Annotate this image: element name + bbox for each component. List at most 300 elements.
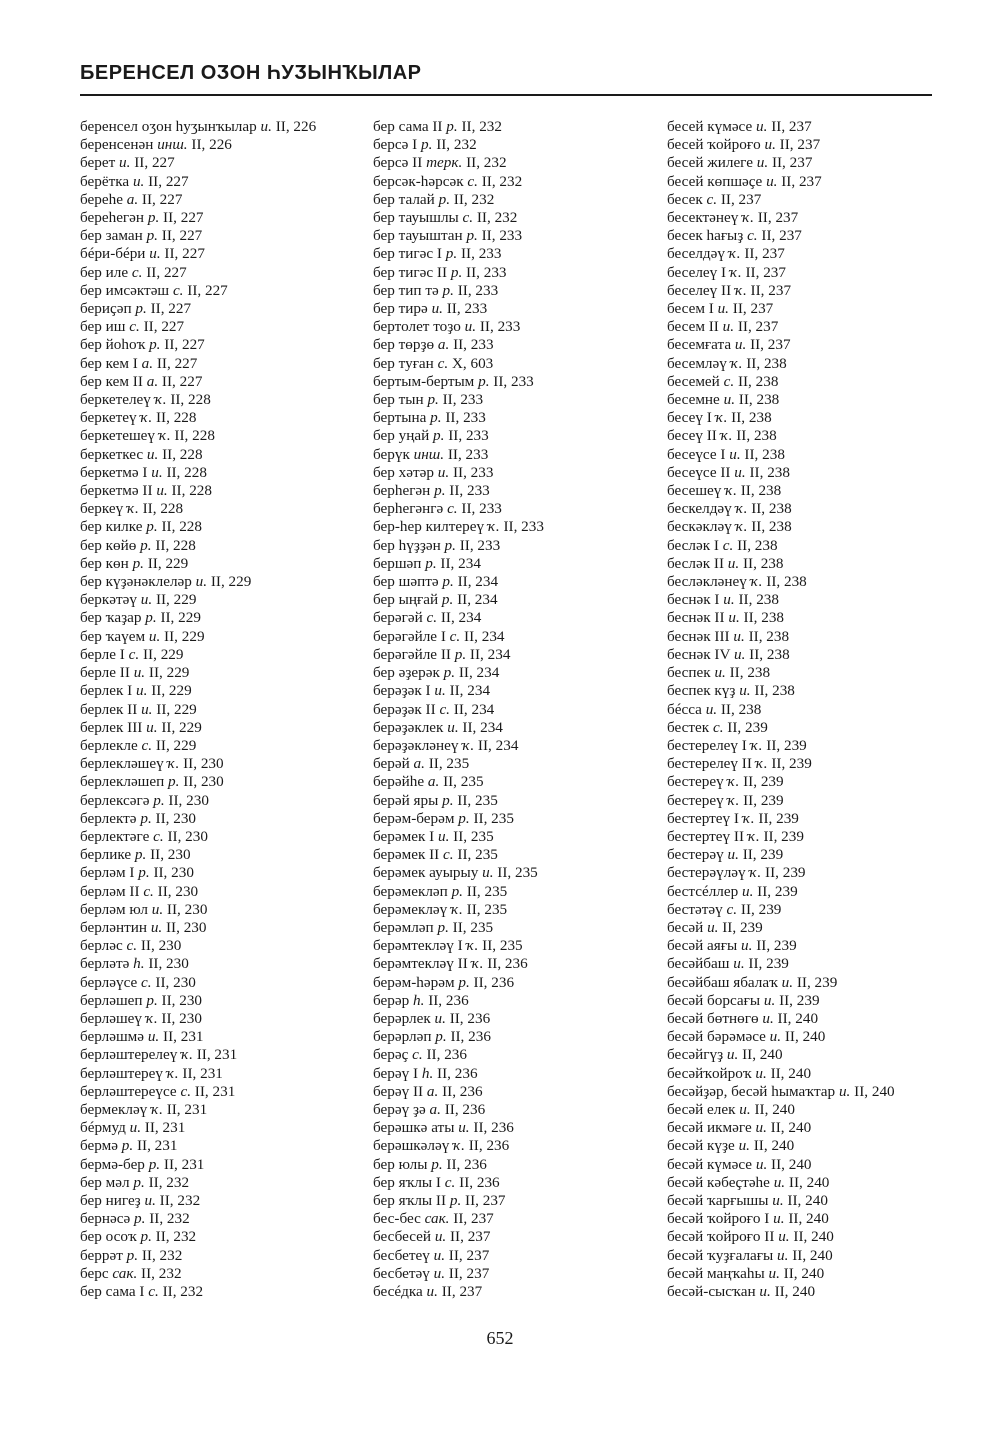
index-pos-label: с. xyxy=(467,172,478,190)
index-reference: X, 603 xyxy=(451,354,494,372)
index-entry xyxy=(667,1247,957,1265)
index-term: бесәйбаш xyxy=(667,955,730,973)
index-entry xyxy=(373,555,663,573)
index-entry xyxy=(373,191,663,209)
index-pos-label: и. xyxy=(156,482,168,500)
index-term: берсәк-һәрсәк xyxy=(373,172,464,190)
index-column-2 xyxy=(373,118,663,1301)
index-term: бéри-бéри xyxy=(80,245,146,263)
index-pos-label: и. xyxy=(723,591,735,609)
index-term: бер кем I xyxy=(80,354,138,372)
index-entry xyxy=(373,245,663,263)
index-pos-label: и. xyxy=(195,573,208,591)
index-reference: II, 240 xyxy=(788,1210,829,1228)
index-pos-label: ҡ. xyxy=(127,500,139,518)
index-reference: II, 229 xyxy=(155,736,197,754)
index-entry xyxy=(667,555,957,573)
index-term: бесәй аяғы xyxy=(667,937,738,955)
index-pos-label: р. xyxy=(433,427,445,445)
index-term: бестек xyxy=(667,718,710,736)
index-entry xyxy=(667,282,957,300)
index-pos-label: ҡ. xyxy=(471,955,484,973)
index-pos-label: и. xyxy=(741,882,754,900)
index-pos-label: и. xyxy=(781,973,794,991)
index-pos-label: и. xyxy=(729,445,741,463)
index-entry xyxy=(373,537,663,555)
index-pos-label: и. xyxy=(136,682,148,700)
index-term: бер һүҙҙән xyxy=(373,536,441,554)
index-reference: II, 230 xyxy=(153,864,194,882)
index-term: берәм-һәрәм xyxy=(373,973,455,991)
index-entry xyxy=(667,264,957,282)
index-pos-label: с. xyxy=(128,645,140,663)
index-pos-label: и. xyxy=(151,463,163,481)
index-entry xyxy=(667,1192,957,1210)
index-reference: II, 227 xyxy=(141,190,183,208)
index-term: берет xyxy=(80,154,116,172)
index-term: бер көн xyxy=(80,554,129,572)
index-reference: II, 236 xyxy=(468,1137,510,1155)
index-term: бер тын xyxy=(373,391,424,409)
index-reference: II, 240 xyxy=(742,1046,783,1064)
index-term: берәмләп xyxy=(373,918,434,936)
index-reference: II, 230 xyxy=(167,827,208,845)
index-reference: II, 229 xyxy=(147,554,189,572)
index-entry xyxy=(373,646,663,664)
index-entry xyxy=(80,500,370,518)
index-entry xyxy=(667,300,957,318)
index-term: берәй яры xyxy=(373,791,439,809)
index-reference: II, 228 xyxy=(174,427,215,445)
index-pos-label: и. xyxy=(734,336,747,354)
index-pos-label: и. xyxy=(738,1137,750,1155)
index-reference: II, 239 xyxy=(796,973,838,991)
index-term: берәмекләп xyxy=(373,882,448,900)
index-term: бер яҡлы I xyxy=(373,1173,441,1191)
index-reference: II, 230 xyxy=(148,955,189,973)
index-reference: II, 238 xyxy=(740,482,782,500)
index-pos-label: и. xyxy=(433,1264,445,1282)
index-reference: II, 238 xyxy=(746,354,787,372)
index-term: беркетешеү xyxy=(80,427,156,445)
index-entry xyxy=(667,719,957,737)
index-pos-label: сак. xyxy=(424,1210,450,1228)
index-term: бер сама II xyxy=(373,118,443,135)
index-entry xyxy=(667,755,957,773)
index-entry xyxy=(80,427,370,445)
index-entry xyxy=(373,737,663,755)
index-term: бес-бес xyxy=(373,1210,421,1228)
index-term: бесәй-сысҡан xyxy=(667,1283,756,1300)
index-reference: II, 234 xyxy=(462,718,503,736)
index-entry xyxy=(80,955,370,973)
index-pos-label: и. xyxy=(764,136,776,154)
index-entry xyxy=(373,173,663,191)
index-entry xyxy=(667,1174,957,1192)
index-entry xyxy=(667,955,957,973)
index-term: беселеү I xyxy=(667,263,727,281)
index-reference: II, 238 xyxy=(744,445,785,463)
index-term: берсә I xyxy=(373,136,418,154)
index-term: бесеү I xyxy=(667,409,712,427)
index-reference: II, 239 xyxy=(765,864,806,882)
index-entry xyxy=(667,1046,957,1064)
index-entry xyxy=(80,1119,370,1137)
index-pos-label: и. xyxy=(146,718,158,736)
index-entry xyxy=(373,355,663,373)
index-term: бесәй күҙе xyxy=(667,1137,735,1155)
index-reference: II, 238 xyxy=(766,573,807,591)
index-reference: II, 229 xyxy=(156,700,197,718)
index-reference: II, 233 xyxy=(442,391,484,409)
index-reference: II, 230 xyxy=(157,882,199,900)
index-term: бер ыңғай xyxy=(373,591,439,609)
index-term: бесеүсе II xyxy=(667,463,731,481)
index-pos-label: и. xyxy=(431,300,443,318)
index-reference: II, 237 xyxy=(737,318,779,336)
index-term: бестертеү I xyxy=(667,809,739,827)
index-pos-label: с. xyxy=(126,937,138,955)
index-entry xyxy=(373,573,663,591)
index-pos-label: ҡ. xyxy=(729,263,742,281)
index-pos-label: с. xyxy=(141,736,153,754)
index-term: бестерелеү I xyxy=(667,736,747,754)
index-pos-label: р. xyxy=(458,809,470,827)
index-pos-label: р. xyxy=(451,882,463,900)
index-entry xyxy=(373,919,663,937)
index-entry xyxy=(373,701,663,719)
index-entry xyxy=(373,391,663,409)
index-term: берәҙәк I xyxy=(373,682,431,700)
index-entry xyxy=(80,992,370,1010)
index-entry xyxy=(80,118,370,136)
index-pos-label: р. xyxy=(449,1191,462,1209)
index-entry xyxy=(667,682,957,700)
index-entry xyxy=(373,1265,663,1283)
index-pos-label: р. xyxy=(435,1028,447,1046)
index-pos-label: с. xyxy=(439,700,450,718)
index-reference: II, 230 xyxy=(168,791,209,809)
index-pos-label: ҡ. xyxy=(167,755,180,773)
index-term: бер көйө xyxy=(80,536,137,554)
index-entry xyxy=(80,682,370,700)
index-reference: II, 233 xyxy=(457,281,499,299)
index-reference: II, 232 xyxy=(481,172,523,190)
index-term: бесемей xyxy=(667,372,720,390)
index-reference: II, 232 xyxy=(461,118,502,135)
index-term: берәмтекләү II xyxy=(373,955,468,973)
index-entry xyxy=(667,227,957,245)
index-pos-label: ҡ. xyxy=(750,736,763,754)
index-term: бесеүсе I xyxy=(667,445,726,463)
index-reference: II, 237 xyxy=(450,1228,491,1246)
index-pos-label: р. xyxy=(425,554,437,572)
index-pos-label: и. xyxy=(763,991,776,1009)
index-term: берәмек I xyxy=(373,827,435,845)
index-entry xyxy=(373,591,663,609)
index-term: берәмтекләү I xyxy=(373,937,463,955)
index-term: бесәй бөтнөгө xyxy=(667,1009,759,1027)
index-pos-label: р. xyxy=(146,991,158,1009)
index-reference: II, 235 xyxy=(452,918,494,936)
index-pos-label: р. xyxy=(134,846,147,864)
index-entry xyxy=(373,955,663,973)
index-pos-label: и. xyxy=(722,318,735,336)
index-reference: II, 240 xyxy=(787,1191,828,1209)
index-pos-label: с. xyxy=(426,609,438,627)
index-entry xyxy=(80,628,370,646)
index-term: берәү II xyxy=(373,1082,424,1100)
index-term: беспек күҙ xyxy=(667,682,736,700)
index-pos-label: р. xyxy=(126,1246,139,1264)
index-term: бериҫәп xyxy=(80,300,132,318)
index-pos-label: и. xyxy=(755,1155,768,1173)
index-pos-label: р. xyxy=(121,1137,134,1155)
index-entry xyxy=(667,974,957,992)
index-reference: II, 226 xyxy=(191,136,232,154)
index-entry xyxy=(373,828,663,846)
index-term: беркетмә I xyxy=(80,463,148,481)
index-pos-label: а. xyxy=(413,755,425,773)
page-number: 652 xyxy=(486,1328,514,1348)
index-entry xyxy=(667,609,957,627)
index-reference: II, 238 xyxy=(737,536,778,554)
index-reference: II, 235 xyxy=(443,773,484,791)
index-pos-label: и. xyxy=(133,664,146,682)
index-reference: II, 233 xyxy=(449,482,490,500)
index-entry xyxy=(667,318,957,336)
index-reference: II, 230 xyxy=(166,918,207,936)
index-entry xyxy=(667,245,957,263)
index-entry xyxy=(667,500,957,518)
index-term: бéрмуд xyxy=(80,1119,126,1137)
index-reference: II, 239 xyxy=(743,773,784,791)
index-reference: II, 237 xyxy=(453,1210,494,1228)
index-term: берәм-берәм xyxy=(373,809,455,827)
index-term: бесләкләнеү xyxy=(667,573,747,591)
index-reference: II, 232 xyxy=(141,1246,183,1264)
index-term: бесей күмәсе xyxy=(667,118,753,135)
index-term: берләштереүсе xyxy=(80,1082,177,1100)
index-pos-label: р. xyxy=(445,245,458,263)
index-pos-label: и. xyxy=(464,318,477,336)
index-reference: II, 236 xyxy=(459,1173,500,1191)
index-reference: II, 237 xyxy=(744,245,785,263)
index-term: бесәй бәрәмәсе xyxy=(667,1028,766,1046)
index-entry xyxy=(667,1083,957,1101)
index-term: бесемне xyxy=(667,391,720,409)
index-entry xyxy=(373,409,663,427)
index-entry xyxy=(667,864,957,882)
index-pos-label: ҡ. xyxy=(727,773,740,791)
index-pos-label: сак. xyxy=(112,1264,138,1282)
index-term: берсә II xyxy=(373,154,423,172)
index-term: берәҙәкләнеү xyxy=(373,736,459,754)
index-term: берләшеү xyxy=(80,1009,143,1027)
index-pos-label: и. xyxy=(150,918,163,936)
index-pos-label: р. xyxy=(450,263,463,281)
index-term: бер килке xyxy=(80,518,143,536)
index-reference: II, 229 xyxy=(148,664,190,682)
index-entry xyxy=(667,883,957,901)
index-pos-label: с. xyxy=(449,627,461,645)
index-entry xyxy=(80,154,370,172)
index-reference: II, 227 xyxy=(143,318,185,336)
index-reference: II, 235 xyxy=(466,900,508,918)
index-entry xyxy=(667,1210,957,1228)
index-pos-label: ҡ. xyxy=(750,573,763,591)
index-reference: II, 240 xyxy=(793,1228,834,1246)
index-pos-label: р. xyxy=(148,1155,161,1173)
index-pos-label: р. xyxy=(444,536,456,554)
index-term: берләтә xyxy=(80,955,130,973)
index-term: берәгәй xyxy=(373,609,423,627)
index-reference: II, 238 xyxy=(729,664,771,682)
index-entry xyxy=(80,336,370,354)
index-entry xyxy=(667,919,957,937)
index-reference: II, 236 xyxy=(446,1155,487,1173)
index-term: бесәй ҡойроғо II xyxy=(667,1228,775,1246)
index-reference: II, 236 xyxy=(450,1028,491,1046)
index-reference: II, 230 xyxy=(150,846,191,864)
index-entry xyxy=(373,846,663,864)
index-entry xyxy=(373,628,663,646)
index-entry xyxy=(373,883,663,901)
index-reference: II, 238 xyxy=(736,427,777,445)
index-reference: II, 233 xyxy=(479,318,521,336)
index-reference: II, 238 xyxy=(731,409,772,427)
index-entry xyxy=(667,464,957,482)
index-term: бер тауыштан xyxy=(373,227,463,245)
index-entry xyxy=(373,1210,663,1228)
index-entry xyxy=(80,755,370,773)
index-reference: II, 237 xyxy=(750,336,791,354)
index-entry xyxy=(667,1101,957,1119)
index-entry xyxy=(80,1174,370,1192)
index-reference: II, 239 xyxy=(722,918,763,936)
index-reference: II, 240 xyxy=(788,1173,830,1191)
index-reference: II, 228 xyxy=(161,518,202,536)
index-reference: II, 235 xyxy=(466,882,508,900)
index-pos-label: ҡ. xyxy=(728,245,741,263)
index-entry xyxy=(667,391,957,409)
index-term: берләс xyxy=(80,937,123,955)
index-term: берһегәнгә xyxy=(373,500,444,518)
index-reference: II, 235 xyxy=(428,755,470,773)
index-reference: II, 230 xyxy=(183,773,224,791)
index-pos-label: ҡ. xyxy=(725,482,737,500)
index-reference: II, 236 xyxy=(444,1100,486,1118)
index-term: беренсенән xyxy=(80,136,154,154)
index-pos-label: терк. xyxy=(426,154,463,172)
index-reference: II, 239 xyxy=(758,809,799,827)
index-term: беррәт xyxy=(80,1246,123,1264)
index-entry xyxy=(667,828,957,846)
index-term: берлектәге xyxy=(80,827,150,845)
index-term: бер-һер килтереү xyxy=(373,518,485,536)
index-reference: II, 233 xyxy=(453,336,494,354)
index-entry xyxy=(80,664,370,682)
index-term: бер сама I xyxy=(80,1283,145,1300)
index-entry xyxy=(667,701,957,719)
index-reference: II, 237 xyxy=(771,154,813,172)
index-term: беркеткес xyxy=(80,445,144,463)
index-entry xyxy=(373,974,663,992)
index-reference: II, 233 xyxy=(452,463,494,481)
index-term: берлек III xyxy=(80,718,143,736)
index-reference: II, 234 xyxy=(464,627,505,645)
index-entry xyxy=(667,154,957,172)
index-entry xyxy=(373,373,663,391)
index-entry xyxy=(373,1010,663,1028)
index-term: бермекләү xyxy=(80,1100,148,1118)
index-reference: II, 238 xyxy=(751,500,792,518)
index-pos-label: и. xyxy=(149,245,161,263)
index-pos-label: а. xyxy=(146,372,159,390)
index-pos-label: ҡ. xyxy=(145,1009,158,1027)
index-term: бескәкләү xyxy=(667,518,732,536)
index-reference: II, 239 xyxy=(771,755,812,773)
index-pos-label: ҡ. xyxy=(742,209,754,227)
index-entry xyxy=(667,409,957,427)
index-term: берс xyxy=(80,1264,109,1282)
index-reference: II, 238 xyxy=(749,645,790,663)
index-pos-label: а. xyxy=(141,354,154,372)
index-pos-label: и. xyxy=(148,627,161,645)
index-entry xyxy=(667,992,957,1010)
index-pos-label: и. xyxy=(705,700,718,718)
index-pos-label: р. xyxy=(458,973,470,991)
index-reference: II, 236 xyxy=(442,1082,483,1100)
index-reference: II, 238 xyxy=(749,463,790,481)
index-entry xyxy=(373,901,663,919)
index-reference: II, 238 xyxy=(743,609,785,627)
index-entry xyxy=(667,482,957,500)
index-term: бер әҙерәк xyxy=(373,664,440,682)
index-entry xyxy=(80,464,370,482)
index-term: бестерәү xyxy=(667,846,724,864)
index-pos-label: и. xyxy=(769,1028,782,1046)
index-term: берләм юл xyxy=(80,900,148,918)
index-reference: II, 240 xyxy=(754,1100,795,1118)
index-pos-label: р. xyxy=(132,554,144,572)
index-term: бестәтәү xyxy=(667,900,723,918)
index-reference: II, 237 xyxy=(757,209,799,227)
index-pos-label: һ. xyxy=(133,955,145,973)
index-term: берле II xyxy=(80,664,130,682)
index-reference: II, 240 xyxy=(771,1155,812,1173)
index-reference: II, 240 xyxy=(792,1246,833,1264)
index-entry xyxy=(80,609,370,627)
index-pos-label: и. xyxy=(773,1210,785,1228)
index-reference: II, 231 xyxy=(163,1155,205,1173)
index-term: беселеү II xyxy=(667,281,732,299)
index-pos-label: р. xyxy=(146,518,158,536)
index-entry xyxy=(80,1083,370,1101)
index-term: берлике xyxy=(80,846,132,864)
index-pos-label: р. xyxy=(149,336,161,354)
index-reference: II, 232 xyxy=(149,1210,190,1228)
index-reference: II, 239 xyxy=(779,991,820,1009)
index-term: бесем I xyxy=(667,300,714,318)
index-reference: II, 227 xyxy=(156,354,198,372)
index-term: бер тип тә xyxy=(373,281,439,299)
index-term: берләштерелеү xyxy=(80,1046,178,1064)
index-term: беснәк III xyxy=(667,627,730,645)
index-entry xyxy=(667,810,957,828)
index-term: бестереү xyxy=(667,773,724,791)
index-entry xyxy=(80,901,370,919)
